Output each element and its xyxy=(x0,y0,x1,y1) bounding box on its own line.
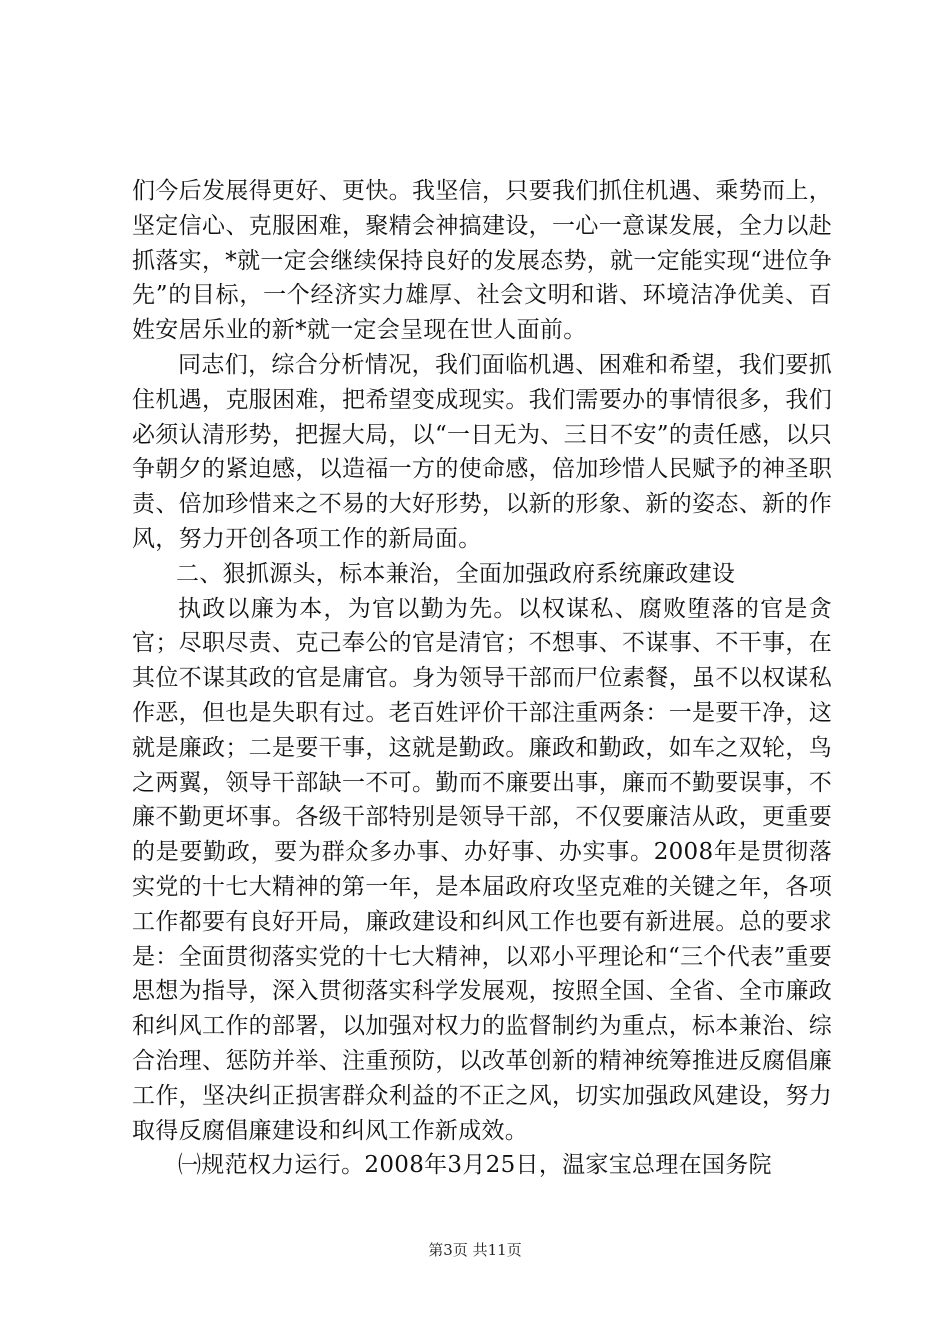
paragraph-integrity: 执政以廉为本，为官以勤为先。以权谋私、腐败堕落的官是贪官；尽职尽责、克己奉公的官是清官；不想事、不谋事、不干事，在其位不谋其政的官是庸官。身为领导干部而尸位素餐，虽不以权谋私作恶，但也是失职有过。老百姓评价干部注重两条：一是要干净，这就是廉政；二是要干事，这就是勤政。廉政和勤政，如车之双轮，鸟之两翼，领导干部缺一不可。勤而不廉要出事，廉而不勤要误事，不廉不勤更坏事。各级干部特别是领导干部，不仅要廉洁从政，更重要的是要勤政，要为群众多办事、办好事、办实事。2008年是贯彻落实党的十七大精神的第一年，是本届政府攻坚克难的关键之年，各项工作都要有良好开局，廉政建设和纠风工作也要有新进展。总的要求是：全面贯彻落实党的十七大精神，以邓小平理论和“三个代表”重要思想为指导，深入贯彻落实科学发展观，按照全国、全省、全市廉政和纠风工作的部署，以加强对权力的监督制约为重点，标本兼治、综合治理、惩防并举、注重预防，以改革创新的精神统筹推进反腐倡廉工作，坚决纠正损害群众利益的不正之风，切实加强政风建设，努力取得反腐倡廉建设和纠风工作新成效。 xyxy=(132,595,832,1144)
page-number: 第3页 共11页 xyxy=(428,1241,522,1259)
document-body xyxy=(132,174,832,1183)
section-heading: 二、狠抓源头，标本兼治，全面加强政府系统廉政建设 xyxy=(176,560,736,587)
page-footer xyxy=(0,1240,950,1260)
paragraph-comrades: 同志们，综合分析情况，我们面临机遇、困难和希望，我们要抓住机遇，克服困难，把希望变成现实。我们需要办的事情很多，我们必须认清形势，把握大局，以“一日无为、三日不安”的责任感，以只争朝夕的紧迫感，以造福一方的使命感，倍加珍惜人民赋予的神圣职责、倍加珍惜来之不易的大好形势，以新的形象、新的姿态、新的作风，努力开创各项工作的新局面。 xyxy=(132,351,832,552)
paragraph-continuation: 们今后发展得更好、更快。我坚信，只要我们抓住机遇、乘势而上，坚定信心、克服困难，聚精会神搞建设，一心一意谋发展，全力以赴抓落实，*就一定会继续保持良好的发展态势，就一定能实现“进位争先”的目标，一个经济实力雄厚、社会文明和谐、环境洁净优美、百姓安居乐业的新*就一定会呈现在世人面前。 xyxy=(132,178,832,344)
paragraph-regulate-power: ㈠规范权力运行。2008年3月25日，温家宝总理在国务院 xyxy=(178,1152,772,1179)
